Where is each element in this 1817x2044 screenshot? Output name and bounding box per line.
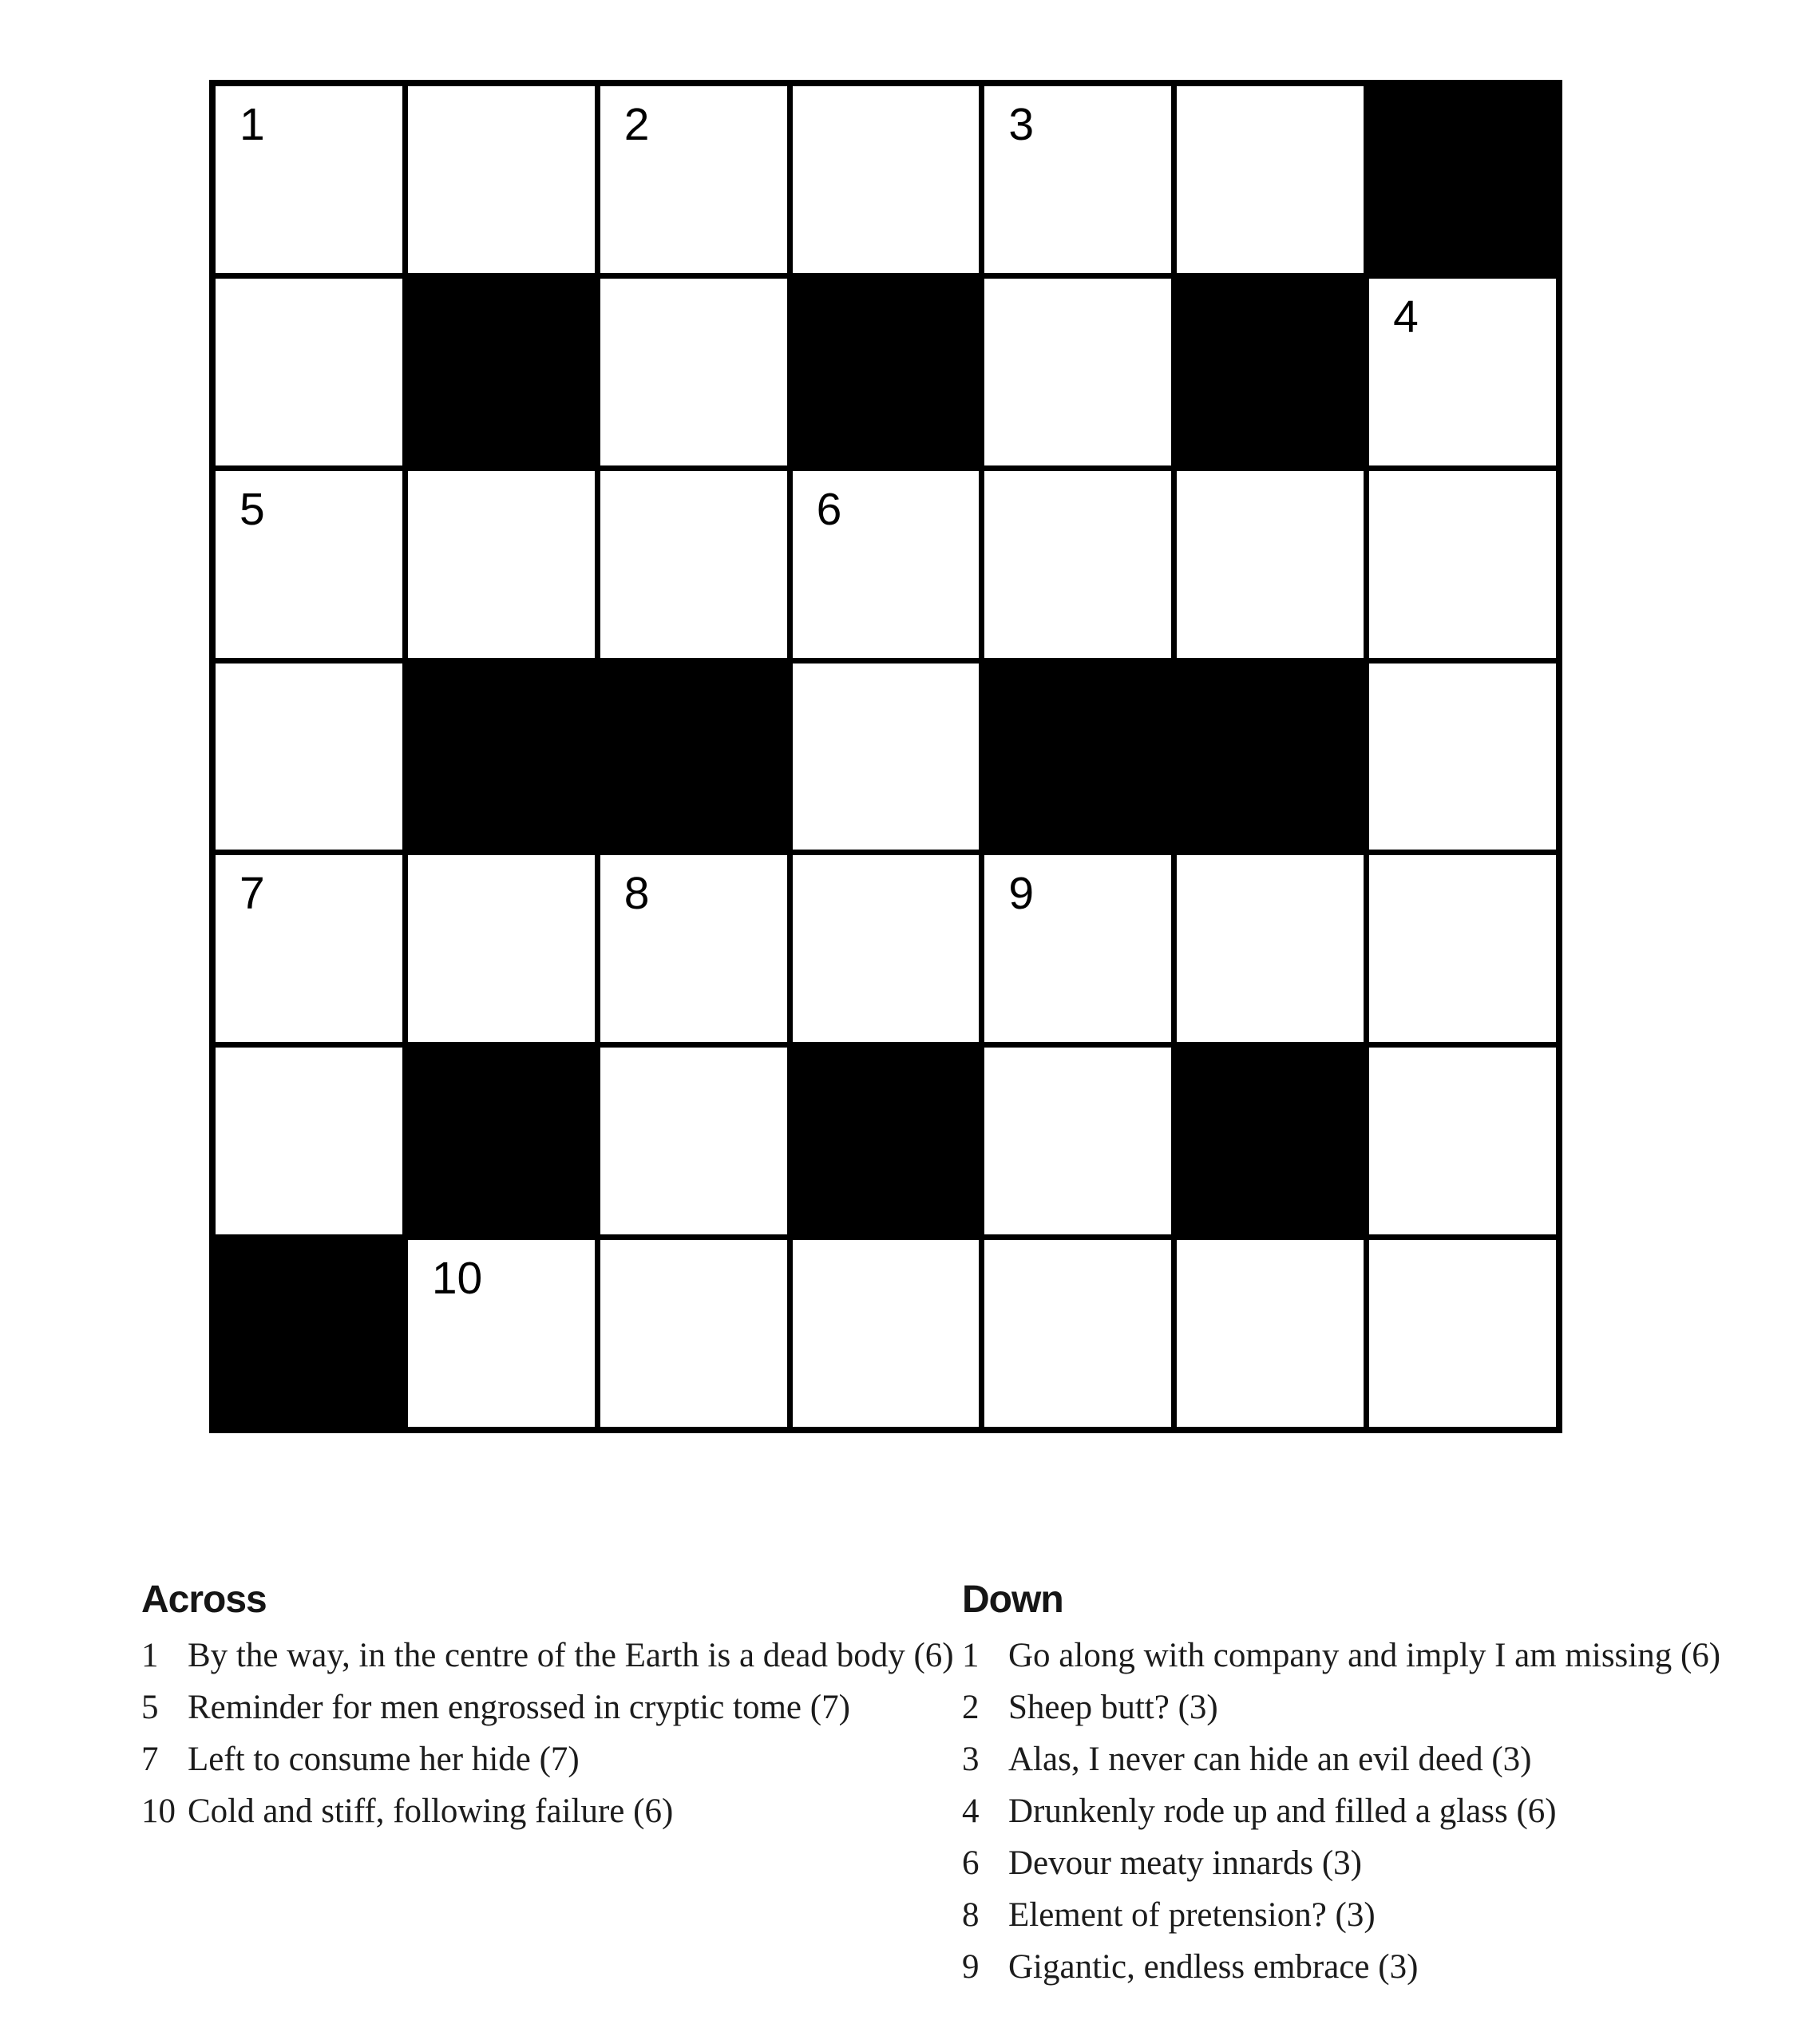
grid-cell[interactable] [600,855,787,1042]
black-cell [1177,664,1364,850]
grid-cell[interactable] [793,86,980,273]
grid-cell[interactable] [1369,1048,1556,1234]
down-heading: Down [962,1579,1063,1621]
black-cell [216,1240,402,1427]
clue-number: 7 [141,1740,159,1778]
grid-cell[interactable] [216,1048,402,1234]
grid-cell[interactable] [984,471,1171,658]
black-cell [408,664,595,850]
across-clues-section [141,1579,954,1846]
crossword-grid [209,80,1562,1433]
black-cell [984,664,1171,850]
grid-cell[interactable] [1177,471,1364,658]
black-cell [1177,1048,1364,1234]
grid-cell[interactable] [793,471,980,658]
grid-cell[interactable] [793,1240,980,1427]
clue-text: Reminder for men engrossed in cryptic tome (7) [188,1688,850,1726]
clue-item [141,1636,954,1674]
clue-number: 5 [141,1688,159,1726]
clue-number: 1 [141,1636,159,1674]
clue-number: 3 [962,1740,980,1778]
grid-cell[interactable] [984,1240,1171,1427]
cell-number: 1 [239,99,265,150]
clue-item [962,1638,1792,1674]
grid-cell[interactable] [600,471,787,658]
black-cell [793,1048,980,1234]
grid-cell[interactable] [793,664,980,850]
grid-cell[interactable] [600,86,787,273]
clue-text: Cold and stiff, following failure (6) [188,1792,674,1830]
clue-item [141,1690,948,1725]
grid-cell[interactable] [1177,86,1364,273]
grid-cell[interactable] [793,855,980,1042]
cell-number: 4 [1393,291,1419,343]
grid-cell[interactable] [1369,855,1556,1042]
clue-text: Alas, I never can hide an evil deed (3) [1008,1740,1532,1778]
grid-cell[interactable] [600,1048,787,1234]
black-cell [1177,279,1364,465]
clue-item [962,1794,1792,1829]
grid-cell[interactable] [408,1240,595,1427]
clue-number: 10 [141,1792,176,1830]
grid-cell[interactable] [984,1048,1171,1234]
grid-cell[interactable] [1369,471,1556,658]
cell-number: 3 [1008,99,1035,150]
grid-cell[interactable] [216,279,402,465]
clue-text: Drunkenly rode up and filled a glass (6) [1008,1792,1557,1830]
black-cell [600,664,787,850]
clue-text: Sheep butt? (3) [1008,1688,1218,1726]
clue-item [962,1690,1792,1725]
cell-number: 9 [1008,868,1035,920]
grid-cell[interactable] [1369,279,1556,465]
across-heading: Across [141,1579,267,1621]
clue-number: 8 [962,1895,980,1934]
grid-cell[interactable] [408,471,595,658]
grid-cell[interactable] [1177,1240,1364,1427]
clue-item [141,1742,948,1777]
clue-item [962,1846,1792,1881]
grid-cell[interactable] [408,86,595,273]
down-clue-list [962,1638,1792,1985]
clue-text: By the way, in the centre of the Earth is a dead body (6) [188,1636,954,1674]
grid-cell[interactable] [216,855,402,1042]
grid-cell[interactable] [984,279,1171,465]
grid-cell[interactable] [216,664,402,850]
clue-text: Devour meaty innards (3) [1008,1844,1362,1882]
cell-number: 5 [239,483,265,535]
clue-text: Go along with company and imply I am missing (6) [1008,1636,1721,1674]
cell-number: 6 [816,483,842,535]
cell-number: 10 [431,1253,483,1305]
grid-cell[interactable] [600,1240,787,1427]
clue-item [962,1895,1792,1934]
grid-cell[interactable] [1369,1240,1556,1427]
across-clue-list [141,1636,954,1830]
black-cell [408,1048,595,1234]
clue-number: 6 [962,1844,980,1882]
cell-number: 2 [623,99,650,150]
clue-text: Gigantic, endless embrace (3) [1008,1947,1419,1986]
cell-number: 7 [239,868,265,920]
down-clues-section [962,1579,1792,2002]
grid-cell[interactable] [984,855,1171,1042]
black-cell [1369,86,1556,273]
clue-item [141,1794,948,1829]
clue-item [962,1947,1792,1986]
grid-cell[interactable] [216,86,402,273]
grid-cell[interactable] [1369,664,1556,850]
grid-cell[interactable] [984,86,1171,273]
clue-number: 2 [962,1688,980,1726]
clue-text: Left to consume her hide (7) [188,1740,580,1778]
grid-cell[interactable] [408,855,595,1042]
grid-cell[interactable] [1177,855,1364,1042]
clue-number: 9 [962,1947,980,1986]
clue-number: 1 [962,1636,980,1674]
black-cell [793,279,980,465]
clue-text: Element of pretension? (3) [1008,1895,1376,1934]
cell-number: 8 [623,868,650,920]
clue-number: 4 [962,1792,980,1830]
grid-cell[interactable] [216,471,402,658]
clue-item [962,1742,1792,1777]
grid-cell[interactable] [600,279,787,465]
black-cell [408,279,595,465]
